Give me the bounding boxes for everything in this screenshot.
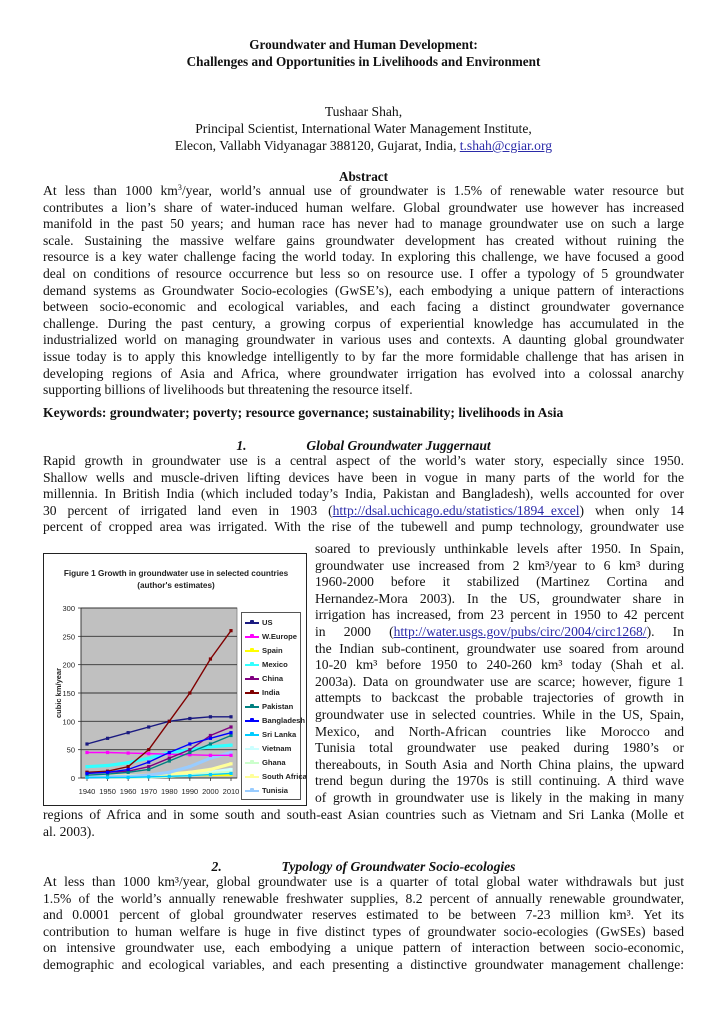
section1-number: 1. [236, 438, 247, 453]
text-line: regions of Africa and in some south and south-east Asian countries such as Vietnam and Sri Lanka (Molle et [43, 807, 684, 822]
text-line: 1960-2000 before it stabilized (Martinez Cortina and [315, 574, 684, 590]
data-point [147, 725, 150, 728]
data-point [106, 776, 109, 779]
y-tick-label: 250 [62, 632, 75, 642]
line-text: ) when only 14 [579, 502, 684, 518]
text-line: manifold in the past 50 years; and human race has never had to manage groundwater use on such a large [43, 216, 684, 232]
legend-label: Vietnam [262, 744, 292, 753]
x-tick-label: 1960 [119, 787, 137, 796]
text-line: contributes a lion’s share of water-induced human welfare. Global groundwater use however has increased [43, 199, 684, 215]
legend-item [245, 686, 280, 699]
text-line: contribution to human welfare is huge in five distinct types of groundwater socio-ecologies (GwSEs) based [43, 923, 684, 939]
data-point [209, 768, 212, 771]
legend-label: Ghana [262, 758, 286, 767]
data-point [168, 757, 171, 760]
text-line: and 0.0001 percent of global groundwater reserves estimated to be between 7-23 million km³. Yet its [43, 907, 684, 923]
text-line: the Indian sub-continent, groundwater use soared from around [315, 640, 684, 656]
legend-item [245, 700, 293, 713]
data-point [106, 764, 109, 767]
x-tick-label: 2010 [222, 787, 240, 796]
data-point [147, 775, 150, 778]
section2-body [43, 874, 684, 974]
x-tick-label: 2000 [202, 787, 219, 796]
text-line: attempts to backcast the probable trajectories of growth in [315, 690, 684, 706]
text-line: groundwater use increased from 2 km³/year to 6 km³ during [315, 557, 684, 573]
data-point [229, 772, 232, 775]
data-point [127, 776, 130, 779]
text-line: between socio-economic and ecological variables, and each facing a distinct groundwater governance [43, 299, 684, 315]
legend-label: Bangladesh [262, 716, 306, 725]
figure-1-chart [43, 553, 307, 806]
text-line: deal on conditions of resource occurrence but less so on resource use. I offer a typology of 5 groundwater [43, 265, 684, 281]
legend-item [245, 616, 273, 629]
paper-title-line2: Challenges and Opportunities in Livelihoods and Environment [186, 54, 541, 69]
abstract-heading: Abstract [338, 169, 389, 184]
legend-swatch [245, 776, 259, 778]
text-line [43, 503, 684, 520]
data-point [147, 765, 150, 768]
chart-title-line2: (author's estimates) [137, 581, 215, 590]
x-tick-label: 1940 [78, 787, 96, 796]
data-point [168, 771, 171, 774]
data-point [229, 768, 232, 771]
data-point [188, 771, 191, 774]
legend-item [245, 770, 307, 783]
legend-item [245, 714, 305, 727]
data-point [168, 775, 171, 778]
section1-wrap-text [315, 541, 684, 807]
legend-swatch [245, 734, 259, 736]
superscript: 3 [177, 183, 182, 192]
y-tick-label: 150 [62, 689, 75, 698]
text-line: al. 2003). [43, 823, 95, 839]
text-line: percent of cropped area was irrigated. With the rise of the tubewell and pump technology, groundwater use [43, 519, 684, 535]
x-tick-label: 1990 [181, 787, 199, 796]
text-line: thereabouts, in South Asia and North China plains, the upward [315, 756, 684, 772]
keywords: Keywords: groundwater; poverty; resource governance; sustainability; livelihoods in Asia [43, 405, 564, 420]
text-line: resource is a key water challenge facing the world today. In exploring this challenge, we have focused a good [43, 249, 684, 265]
data-point [147, 752, 150, 755]
data-point [209, 734, 212, 737]
data-point [127, 768, 130, 771]
legend-label: India [262, 688, 280, 697]
data-point [188, 742, 191, 745]
data-point [85, 776, 88, 779]
y-tick-label: 50 [66, 745, 75, 755]
legend-swatch [245, 692, 259, 694]
text-line: issue today is to apply this knowledge intelligently to by far the more formidable challenge that has arisen in [43, 348, 684, 364]
legend-item [245, 756, 286, 769]
text-line: millennia. In British India (which included today’s India, Pakistan and Bangladesh), wells accounted for over [43, 486, 684, 502]
data-point [147, 757, 150, 760]
data-point [147, 768, 150, 771]
text-line: Hernandez-Mora 2003). In the US, groundwater share in [315, 590, 684, 606]
legend-item [245, 728, 296, 741]
legend-item [245, 784, 288, 797]
legend-item [245, 644, 283, 657]
data-point [168, 751, 171, 754]
text-line: Tunisia total groundwater use peaked during 1980’s or [315, 740, 684, 756]
text-line: At less than 1000 km³/year, global groundwater use is a quarter of total global water withdrawals but just [43, 874, 684, 889]
x-tick-label: 1970 [140, 787, 158, 796]
legend-swatch [245, 650, 259, 652]
legend-label: South Africa [262, 772, 307, 781]
legend-swatch [245, 678, 259, 680]
section1-intro [43, 453, 684, 536]
data-point [229, 762, 232, 765]
data-point [229, 725, 232, 728]
legend-label: China [262, 674, 284, 683]
legend-swatch [245, 762, 259, 764]
data-point [209, 715, 212, 718]
text-line: irrigation has increased, from 23 percent in 1950 to 42 percent [315, 607, 684, 623]
data-point [229, 751, 232, 754]
data-point [188, 751, 191, 754]
section1-heading [43, 437, 684, 454]
data-point [188, 748, 191, 751]
section2-title: Typology of Groundwater Socio-ecologies [281, 859, 516, 874]
data-point [229, 754, 232, 757]
data-point [229, 731, 232, 734]
author-name: Tushaar Shah, [324, 104, 403, 119]
text-line: of growth in groundwater use is likely in the making in many [315, 789, 684, 805]
data-point [209, 773, 212, 776]
data-point [188, 717, 191, 720]
text-line: 2003a). Data on groundwater use are scarce; however, figure 1 [315, 673, 684, 689]
legend-label: Pakistan [262, 702, 294, 711]
text-line: developing regions of Asia and Africa, where groundwater irrigation has evolved into a colossal anarchy [43, 365, 684, 381]
text-line: groundwater use in selected countries. While in the US, Spain, [315, 706, 684, 722]
legend-swatch [245, 622, 259, 624]
legend-label: Sri Lanka [262, 730, 297, 739]
y-axis-label: cubic km/year [54, 667, 63, 719]
text-line: industrialized world on managing groundwater in various uses and contexts. A daunting global groundwater [43, 332, 684, 348]
legend-item [245, 630, 297, 643]
author-affiliation: Principal Scientist, International Water Management Institute, [195, 121, 532, 136]
text-line: supporting billions of livelihoods but threatening the resource itself. [43, 382, 413, 398]
section2-number: 2. [211, 859, 222, 874]
data-point [147, 761, 150, 764]
data-point [127, 731, 130, 734]
y-tick-label: 100 [62, 717, 75, 727]
legend-swatch [245, 790, 259, 792]
text-line: scale. Sustaining the massive welfare gains groundwater development has created without ruining the [43, 232, 684, 248]
text-line [315, 624, 684, 641]
text-line: trend begun during the 1970s is still continuing. A third wave [315, 773, 684, 789]
section2-heading [43, 858, 684, 875]
data-point [209, 754, 212, 757]
line-text: ). In [646, 623, 684, 639]
text-line: 1.5% of the world’s annually renewable freshwater supplies, 8.2 percent of annually renewable groundwater, [43, 890, 684, 906]
data-point [229, 744, 232, 747]
data-point [85, 772, 88, 775]
text-line: 10-20 km³ before 1950 to 240-260 km³ today (Shah et al. [315, 657, 684, 673]
chart-legend [241, 612, 307, 800]
address-text: Elecon, Vallabh Vidyanagar 388120, Gujarat, India, [174, 138, 460, 153]
y-tick-label: 0 [70, 774, 75, 783]
data-point [127, 761, 130, 764]
dsal-link[interactable]: http://dsal.uchicago.edu/statistics/1894_excel [332, 502, 580, 518]
data-point [209, 742, 212, 745]
paper-title-line1: Groundwater and Human Development: [249, 37, 478, 52]
data-point [85, 742, 88, 745]
legend-label: W.Europe [262, 632, 298, 641]
legend-label: Spain [262, 646, 283, 655]
y-tick-label: 200 [62, 660, 75, 670]
data-point [127, 751, 130, 754]
line-text: in 2000 ( [315, 623, 394, 639]
legend-swatch [245, 720, 259, 722]
data-point [168, 720, 171, 723]
text-line: Mexico, and North-African countries like Morocco and [315, 723, 684, 739]
x-tick-label: 1980 [160, 787, 178, 796]
data-point [147, 748, 150, 751]
data-point [229, 629, 232, 632]
legend-label: Tunisia [262, 786, 289, 795]
data-point [127, 771, 130, 774]
section1-title: Global Groundwater Juggernaut [306, 438, 491, 453]
text-line: Shallow wells and muscle-driven lifting devices have been in vogue in many parts of the world for the [43, 469, 684, 485]
data-point [106, 771, 109, 774]
data-point [106, 737, 109, 740]
text-line: soared to previously unthinkable levels after 1950. In Spain, [315, 541, 684, 556]
data-point [209, 737, 212, 740]
data-point [209, 657, 212, 660]
text-line: Rapid growth in groundwater use is a central aspect of the world’s water story, especially since 1950. [43, 453, 684, 468]
data-point [229, 715, 232, 718]
data-point [168, 759, 171, 762]
legend-item [245, 672, 283, 685]
data-point [209, 745, 212, 748]
data-point [188, 691, 191, 694]
legend-swatch [245, 664, 259, 666]
data-point [188, 774, 191, 777]
author-address [43, 137, 684, 154]
legend-item [245, 742, 291, 755]
legend-swatch [245, 706, 259, 708]
text-line: demographic and ecological variables, and each presenting a distinctive groundwater management challenge: [43, 956, 684, 972]
chart-title-line1: Figure 1 Growth in groundwater use in selected countries [63, 569, 289, 578]
x-tick-label: 1950 [99, 787, 116, 796]
data-point [229, 734, 232, 737]
legend-swatch [245, 748, 259, 750]
data-point [188, 765, 191, 768]
data-point [106, 751, 109, 754]
data-point [85, 765, 88, 768]
text-line: on intensive groundwater use, each embodying a unique pattern of interaction between socio-economic, [43, 940, 684, 956]
legend-label: Mexico [262, 660, 288, 669]
legend-swatch [245, 636, 259, 638]
data-point [127, 765, 130, 768]
line-text: 30 percent of irrigated land even in 1903 ( [43, 502, 333, 518]
legend-item [245, 658, 288, 671]
usgs-link[interactable]: http://water.usgs.gov/pubs/circ/2004/circ1268/ [393, 623, 647, 639]
y-tick-label: 300 [62, 604, 75, 613]
text-line: At less than 1000 $km^3$/year, world’s annual use of groundwater is 1.5% of renewable water resource but [43, 183, 684, 198]
legend-label: US [262, 618, 273, 627]
data-point [209, 757, 212, 760]
section1-tail [43, 807, 684, 840]
abstract-body [43, 183, 684, 399]
text-line: challenge. During the past century, a growing corpus of experiential knowledge has accumulated in the [43, 315, 684, 331]
email-link[interactable]: t.shah@cgiar.org [459, 138, 553, 153]
data-point [85, 751, 88, 754]
text-line: demand systems as Groundwater Socio-ecologies (GwSE’s), each embodying a unique pattern of interactions [43, 282, 684, 298]
